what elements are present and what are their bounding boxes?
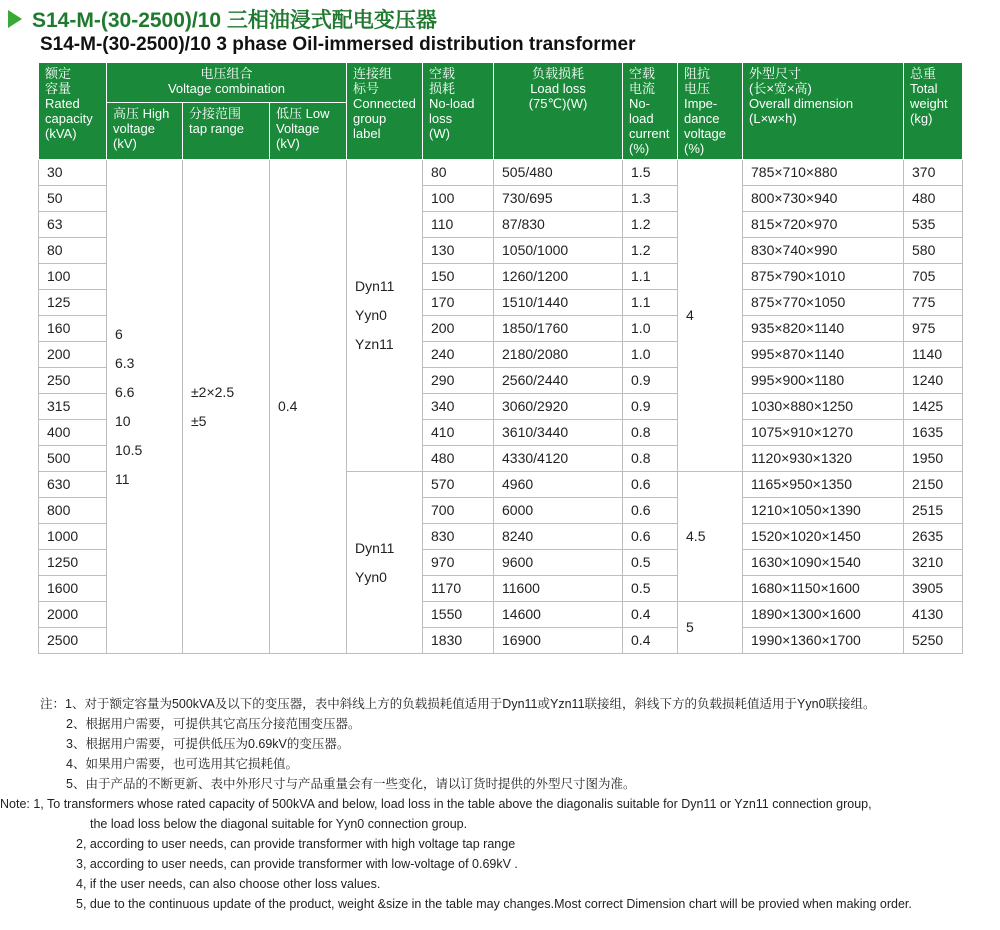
cell-load-loss: 1050/1000 [494, 238, 623, 264]
header-line: 空载 [429, 66, 456, 81]
header-line: capacity [45, 111, 93, 126]
cell-capacity: 200 [39, 342, 107, 368]
cell-weight: 3210 [904, 550, 963, 576]
cell-connection-a-values [355, 272, 414, 359]
cell-impedance-a: 4 [678, 160, 743, 472]
cell-no-load-current: 0.8 [623, 446, 678, 472]
cell-no-load-loss: 700 [423, 498, 494, 524]
cell-weight: 5250 [904, 628, 963, 654]
header-low-voltage [270, 103, 347, 160]
spec-table [38, 62, 963, 654]
note-en-4: 4, if the user needs, can also choose other loss values. [76, 877, 381, 891]
header-line: 总重 [910, 66, 937, 81]
cell-connection-b [347, 472, 423, 654]
cell-no-load-current: 1.0 [623, 342, 678, 368]
header-line: current [629, 126, 670, 141]
cell-capacity: 500 [39, 446, 107, 472]
header-load-loss [494, 63, 623, 160]
cell-no-load-current: 0.5 [623, 576, 678, 602]
cell-dimension: 1165×950×1350 [743, 472, 904, 498]
cell-high-voltage-value: 6 [115, 325, 123, 342]
cell-load-loss: 3610/3440 [494, 420, 623, 446]
cell-no-load-current: 0.4 [623, 602, 678, 628]
header-capacity [39, 63, 107, 160]
cell-no-load-current: 0.9 [623, 394, 678, 420]
cell-no-load-current: 0.6 [623, 498, 678, 524]
cell-dimension: 1075×910×1270 [743, 420, 904, 446]
cell-no-load-loss: 80 [423, 160, 494, 186]
header-high-voltage [107, 103, 183, 160]
header-impedance [678, 63, 743, 160]
cell-connection-a-value: Yzn11 [355, 336, 394, 352]
cell-load-loss: 16900 [494, 628, 623, 654]
cell-no-load-loss: 410 [423, 420, 494, 446]
cell-connection-a [347, 160, 423, 472]
cell-load-loss: 8240 [494, 524, 623, 550]
header-line: group label [353, 111, 387, 141]
cell-dimension: 935×820×1140 [743, 316, 904, 342]
cell-capacity: 63 [39, 212, 107, 238]
header-line: Overall dimension [749, 96, 854, 111]
cell-capacity: 50 [39, 186, 107, 212]
cell-load-loss: 14600 [494, 602, 623, 628]
title-row [8, 6, 636, 32]
note-cn-1: 注：1、对于额定容量为500kVA及以下的变压器，表中斜线上方的负载损耗值适用于Dyn11或Yzn11联接组，斜线下方的负载损耗值适用于Yyn0联接组。 [40, 697, 876, 711]
cell-low-voltage: 0.4 [270, 160, 347, 654]
cell-capacity: 1000 [39, 524, 107, 550]
header-line: 电流 [629, 81, 656, 96]
cell-load-loss: 4960 [494, 472, 623, 498]
cell-tap-range-value: ±5 [191, 412, 207, 429]
note-en-3: 3, according to user needs, can provide transformer with low-voltage of 0.69kV . [76, 857, 518, 871]
header-line: (长×宽×高) [749, 81, 812, 96]
cell-connection-b-value: Yyn0 [355, 568, 387, 585]
cell-weight: 2515 [904, 498, 963, 524]
header-weight [904, 63, 963, 160]
cell-dimension: 1680×1150×1600 [743, 576, 904, 602]
play-triangle-icon [8, 10, 22, 28]
cell-weight: 580 [904, 238, 963, 264]
cell-high-voltage-value: 10.5 [115, 441, 143, 458]
cell-tap-range-values [191, 378, 261, 436]
note-en-2: 2, according to user needs, can provide transformer with high voltage tap range [76, 837, 516, 851]
cell-high-voltage-value: 11 [115, 470, 130, 487]
cell-load-loss: 11600 [494, 576, 623, 602]
cell-no-load-current: 0.6 [623, 524, 678, 550]
cell-no-load-loss: 830 [423, 524, 494, 550]
cell-high-voltage-value: 6.3 [115, 354, 135, 371]
header-line: 空载 [629, 66, 656, 81]
cell-no-load-current: 1.1 [623, 264, 678, 290]
header-line: tap range [189, 121, 244, 137]
cell-no-load-loss: 240 [423, 342, 494, 368]
header-line: No-load [629, 96, 654, 126]
note-cn-3: 3、根据用户需要，可提供低压为0.69kV的变压器。 [66, 737, 350, 751]
cell-no-load-loss: 170 [423, 290, 494, 316]
cell-capacity: 1250 [39, 550, 107, 576]
header-line: voltage [113, 121, 155, 137]
cell-high-voltage-value: 6.6 [115, 383, 135, 400]
cell-connection-a-value: Yyn0 [355, 307, 387, 323]
title-en: S14-M-(30-2500)/10 3 phase Oil-immersed distribution transformer [40, 34, 636, 55]
header-line: 低压 Low [276, 106, 330, 122]
header-line: (kV) [276, 136, 300, 152]
note-cn-4: 4、如果用户需要，也可选用其它损耗值。 [66, 757, 298, 771]
cell-connection-b-value: Dyn11 [355, 539, 395, 556]
header-line: 电压组合 [200, 66, 253, 81]
cell-dimension: 875×770×1050 [743, 290, 904, 316]
header-voltage-combination [107, 63, 347, 103]
header-line: (75℃)(W) [528, 96, 588, 111]
cell-dimension: 800×730×940 [743, 186, 904, 212]
cell-weight: 775 [904, 290, 963, 316]
cell-weight: 480 [904, 186, 963, 212]
cell-load-loss: 3060/2920 [494, 394, 623, 420]
cell-load-loss: 1260/1200 [494, 264, 623, 290]
cell-no-load-loss: 970 [423, 550, 494, 576]
header-line: Voltage combination [167, 81, 286, 96]
title-block [8, 6, 636, 56]
cell-weight: 535 [904, 212, 963, 238]
cell-no-load-loss: 1170 [423, 576, 494, 602]
cell-dimension: 875×790×1010 [743, 264, 904, 290]
cell-capacity: 160 [39, 316, 107, 342]
note-en-1b: the load loss below the diagonal suitable for Yyn0 connection group. [90, 817, 468, 831]
header-line: 高压 High [113, 106, 170, 122]
header-line: 连接组 [353, 66, 393, 81]
cell-no-load-current: 1.0 [623, 316, 678, 342]
cell-load-loss: 1850/1760 [494, 316, 623, 342]
cell-capacity: 2000 [39, 602, 107, 628]
cell-load-loss: 9600 [494, 550, 623, 576]
cell-high-voltage [107, 160, 183, 654]
cell-no-load-loss: 130 [423, 238, 494, 264]
cell-no-load-loss: 290 [423, 368, 494, 394]
cell-no-load-current: 0.6 [623, 472, 678, 498]
table-body [39, 160, 963, 654]
cell-weight: 1140 [904, 342, 963, 368]
cell-dimension: 1520×1020×1450 [743, 524, 904, 550]
cell-dimension: 1120×930×1320 [743, 446, 904, 472]
header-line: Impe- [684, 96, 718, 111]
cell-weight: 1635 [904, 420, 963, 446]
header-line: Total [910, 81, 938, 96]
cell-load-loss: 730/695 [494, 186, 623, 212]
notes-block [0, 694, 912, 914]
cell-capacity: 1600 [39, 576, 107, 602]
cell-capacity: 630 [39, 472, 107, 498]
cell-no-load-loss: 110 [423, 212, 494, 238]
title-cn: S14-M-(30-2500)/10 三相油浸式配电变压器 [32, 9, 437, 32]
note-en-5: 5, due to the continuous update of the product, weight &size in the table may changes.Most correct Dimension chart will be provied when making order. [76, 897, 912, 911]
header-dimension [743, 63, 904, 160]
header-line: 外型尺寸 [749, 66, 802, 81]
cell-impedance-b: 4.5 [678, 472, 743, 602]
cell-no-load-loss: 1830 [423, 628, 494, 654]
note-cn-5: 5、由于产品的不断更新、表中外形尺寸与产品重量会有一些变化，请以订货时提供的外型尺寸图为准。 [66, 777, 636, 791]
cell-weight: 1240 [904, 368, 963, 394]
cell-no-load-loss: 150 [423, 264, 494, 290]
cell-no-load-current: 0.4 [623, 628, 678, 654]
header-line: Connected [353, 96, 416, 111]
cell-capacity: 100 [39, 264, 107, 290]
header-line: 负载损耗 [532, 66, 585, 81]
header-line: 分接范围 [189, 106, 242, 122]
header-line: (kg) [910, 111, 933, 126]
header-line: (%) [684, 141, 705, 156]
header-line: 容量 [45, 81, 72, 96]
cell-high-voltage-value: 10 [115, 412, 131, 429]
cell-no-load-current: 0.9 [623, 368, 678, 394]
cell-dimension: 1890×1300×1600 [743, 602, 904, 628]
cell-dimension: 1030×880×1250 [743, 394, 904, 420]
header-line: 损耗 [429, 81, 456, 96]
cell-no-load-loss: 100 [423, 186, 494, 212]
cell-no-load-loss: 200 [423, 316, 494, 342]
header-connection [347, 63, 423, 160]
cell-weight: 2150 [904, 472, 963, 498]
header-row-1 [39, 63, 963, 103]
header-line: Voltage [276, 121, 320, 137]
cell-dimension: 785×710×880 [743, 160, 904, 186]
header-no-load-current [623, 63, 678, 160]
header-line: (kV) [113, 136, 137, 152]
header-line: (W) [429, 126, 450, 141]
cell-no-load-loss: 570 [423, 472, 494, 498]
cell-capacity: 125 [39, 290, 107, 316]
cell-capacity: 315 [39, 394, 107, 420]
header-line: voltage [684, 126, 726, 141]
cell-weight: 705 [904, 264, 963, 290]
table-row [39, 160, 963, 186]
cell-high-voltage-values [115, 320, 174, 494]
cell-tap-range [183, 160, 270, 654]
header-line: 阻抗 [684, 66, 711, 81]
cell-weight: 975 [904, 316, 963, 342]
header-line: weight [910, 96, 948, 111]
cell-dimension: 1990×1360×1700 [743, 628, 904, 654]
header-line: Rated [45, 96, 80, 111]
cell-weight: 3905 [904, 576, 963, 602]
cell-no-load-current: 1.1 [623, 290, 678, 316]
header-line: No-load [429, 96, 475, 111]
cell-no-load-current: 1.5 [623, 160, 678, 186]
cell-no-load-current: 1.2 [623, 238, 678, 264]
header-line: Load loss [530, 81, 586, 96]
header-no-load-loss [423, 63, 494, 160]
cell-tap-range-value: ±2×2.5 [191, 383, 235, 400]
cell-load-loss: 505/480 [494, 160, 623, 186]
cell-dimension: 815×720×970 [743, 212, 904, 238]
cell-weight: 2635 [904, 524, 963, 550]
cell-no-load-loss: 340 [423, 394, 494, 420]
cell-weight: 1950 [904, 446, 963, 472]
cell-capacity: 250 [39, 368, 107, 394]
header-line: (%) [629, 141, 650, 156]
cell-load-loss: 2560/2440 [494, 368, 623, 394]
cell-connection-b-values [355, 534, 414, 592]
cell-dimension: 1630×1090×1540 [743, 550, 904, 576]
header-tap-range [183, 103, 270, 160]
header-line: 额定 [45, 66, 72, 81]
cell-connection-a-value: Dyn11 [355, 278, 395, 294]
cell-load-loss: 1510/1440 [494, 290, 623, 316]
header-line: loss [429, 111, 453, 126]
cell-load-loss: 6000 [494, 498, 623, 524]
note-en-1: Note: 1, To transformers whose rated capacity of 500kVA and below, load loss in the table above the diagonalis suitable for Dyn11 or Yzn11 connection group, [0, 797, 872, 811]
cell-capacity: 30 [39, 160, 107, 186]
cell-capacity: 80 [39, 238, 107, 264]
header-line: (kVA) [45, 126, 77, 141]
cell-capacity: 400 [39, 420, 107, 446]
cell-weight: 4130 [904, 602, 963, 628]
cell-no-load-current: 0.8 [623, 420, 678, 446]
header-line: 标号 [353, 81, 380, 96]
cell-capacity: 2500 [39, 628, 107, 654]
header-line: 电压 [684, 81, 711, 96]
cell-impedance-c: 5 [678, 602, 743, 654]
cell-weight: 1425 [904, 394, 963, 420]
cell-no-load-current: 0.5 [623, 550, 678, 576]
cell-no-load-loss: 1550 [423, 602, 494, 628]
cell-dimension: 1210×1050×1390 [743, 498, 904, 524]
cell-dimension: 995×900×1180 [743, 368, 904, 394]
cell-load-loss: 87/830 [494, 212, 623, 238]
cell-no-load-current: 1.3 [623, 186, 678, 212]
cell-dimension: 995×870×1140 [743, 342, 904, 368]
cell-no-load-loss: 480 [423, 446, 494, 472]
cell-load-loss: 4330/4120 [494, 446, 623, 472]
cell-weight: 370 [904, 160, 963, 186]
header-line: (L×w×h) [749, 111, 797, 126]
cell-load-loss: 2180/2080 [494, 342, 623, 368]
cell-capacity: 800 [39, 498, 107, 524]
note-cn-2: 2、根据用户需要，可提供其它高压分接范围变压器。 [66, 717, 361, 731]
cell-no-load-current: 1.2 [623, 212, 678, 238]
cell-dimension: 830×740×990 [743, 238, 904, 264]
header-line: dance [684, 111, 720, 126]
